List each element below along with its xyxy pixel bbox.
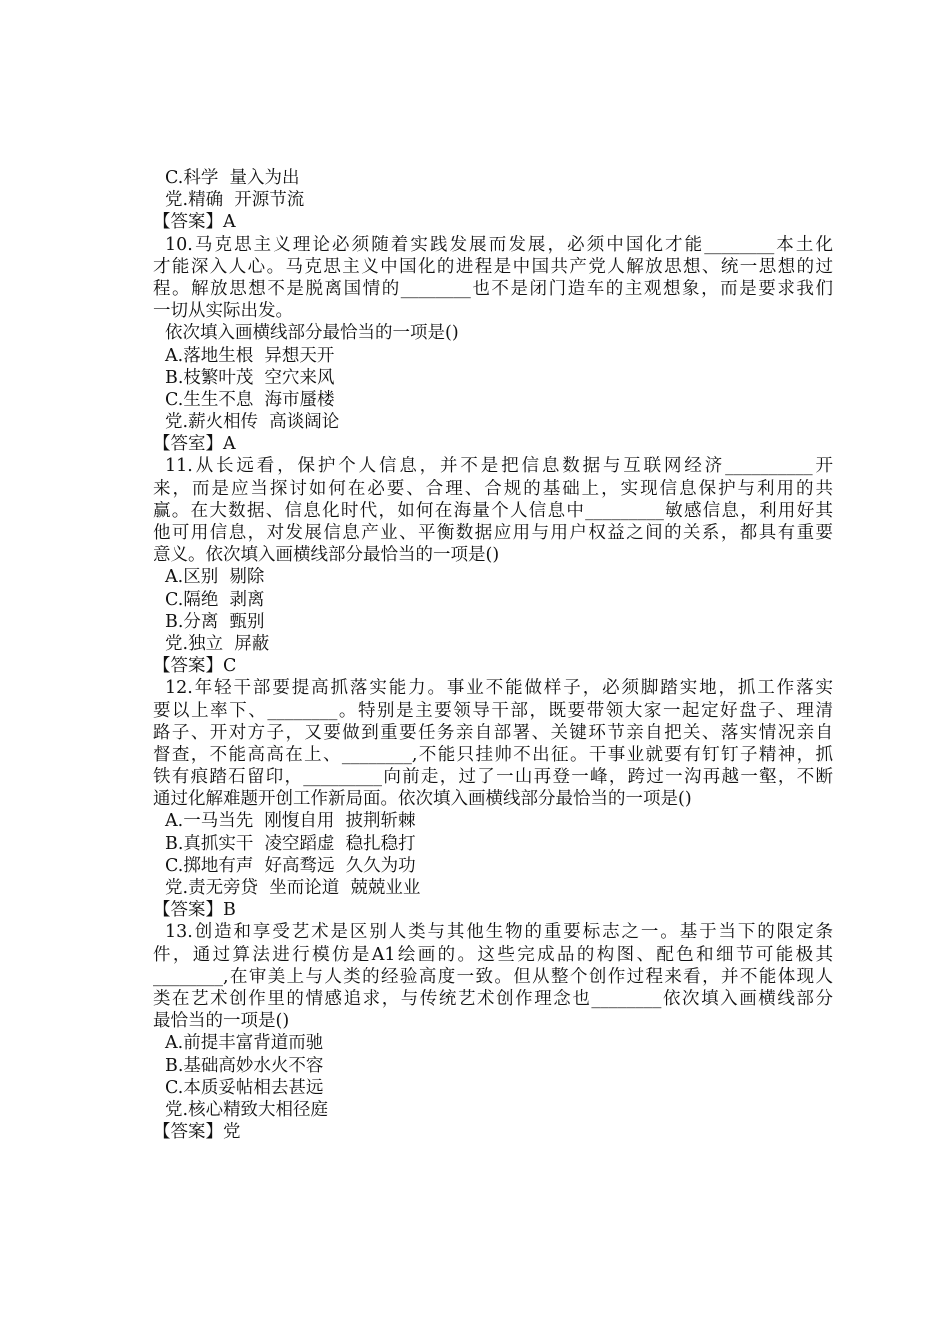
option-line: B.枝繁叶茂 空穴来风 (165, 367, 335, 388)
question-11-text: 11.从长远看，保护个人信息，并不是把信息数据与互联网经济__________开 (165, 456, 833, 477)
option-line: 党.责无旁贷 坐而论道 兢兢业业 (165, 878, 421, 898)
option-line: A.前提丰富背道而驰 (165, 1033, 324, 1054)
answer-line: 【答案】C (153, 656, 237, 677)
question-11-text: 意义。依次填入画横线部分最恰当的一项是() (153, 545, 500, 566)
option-line: B.真抓实干 凌空蹈虚 稳扎稳打 (165, 833, 416, 854)
question-11-text: 来，而是应当探讨如何在必要、合理、合规的基础上，实现信息保护与利用的共 (153, 478, 833, 499)
option-line: A.落地生根 异想天开 (165, 345, 335, 366)
option-line: B.基础高妙水火不容 (165, 1055, 324, 1076)
question-13-text: 件，通过算法进行模仿是A1绘画的。这些完成品的构图、配色和细节可能极其 (153, 944, 833, 965)
question-12-text: 要以上率下、________。特别是主要领导干部，既要带领大家一起定好盘子、理清 (153, 700, 833, 721)
option-line: 党.精确 开源节流 (165, 190, 305, 211)
question-prompt: 依次填入画横线部分最恰当的一项是() (165, 323, 459, 344)
question-12-text: 铁有痕踏石留印，_________向前走，过了一山再登一峰，跨过一沟再越一壑，不断 (153, 767, 833, 788)
option-line: 党.薪火相传 高谈阔论 (165, 412, 340, 433)
option-line: C.生生不息 海市蜃楼 (165, 389, 335, 410)
option-line: A.一马当先 刚愎自用 披荆斩棘 (165, 811, 416, 832)
option-line: C.本质妥帖相去甚远 (165, 1077, 324, 1098)
question-13-text: ________,在审美上与人类的经验高度一致。但从整个创作过程来看，并不能体现人 (153, 966, 833, 987)
option-line: C.科学 量入为出 (165, 168, 300, 188)
option-line: A.区别 剔除 (165, 567, 265, 588)
answer-line: 【答案】B (153, 900, 236, 921)
option-line: C.掷地有声 好高骛远 久久为功 (165, 855, 416, 876)
question-12-text: 督查，不能高高在上、________,不能只挂帅不出征。干事业就要有钉钉子精神，抓 (153, 744, 833, 765)
question-12-text: 12.年轻干部要提高抓落实能力。事业不能做样子，必须脚踏实地，抓工作落实 (165, 678, 833, 699)
answer-line: 【答室】A (153, 434, 236, 455)
answer-line: 【答案】A (153, 212, 236, 233)
question-10-text: 一切从实际出发。 (153, 301, 293, 322)
question-13-text: 13.创造和享受艺术是区别人类与其他生物的重要标志之一。基于当下的限定条 (165, 922, 833, 943)
question-10-text: 10.马克思主义理论必须随着实践发展而发展，必须中国化才能________本土化 (165, 234, 833, 255)
document-body (153, 167, 833, 1143)
option-line: C.隔绝 剥离 (165, 589, 265, 610)
question-10-text: 程。解放思想不是脱离国情的________也不是闭门造车的主观想象，而是要求我们 (153, 278, 833, 299)
question-13-text: 最恰当的一项是() (153, 1011, 290, 1032)
question-12-text: 通过化解难题开创工作新局面。依次填入画横线部分最恰当的一项是() (153, 789, 692, 810)
option-line: B.分离 甄别 (165, 611, 265, 632)
question-10-text: 才能深入人心。马克思主义中国化的进程是中国共产党人解放思想、统一思想的过 (153, 256, 833, 277)
answer-line: 【答案】党 (153, 1122, 241, 1143)
question-11-text: 赢。在大数据、信息化时代，如何在海量个人信息中_________敏感信息，利用好其 (153, 500, 833, 521)
question-13-text: 类在艺术创作里的情感追求，与传统艺术创作理念也________依次填入画横线部分 (153, 988, 833, 1009)
question-11-text: 他可用信息，对发展信息产业、平衡数据应用与用户权益之间的关系，都具有重要 (153, 523, 833, 543)
option-line: 党.核心精致大相径庭 (165, 1099, 329, 1120)
question-12-text: 路子、开对方子，又要做到重要任务亲自部署、关键环节亲自把关、落实情况亲自 (153, 722, 833, 743)
option-line: 党.独立 屏蔽 (165, 633, 270, 654)
